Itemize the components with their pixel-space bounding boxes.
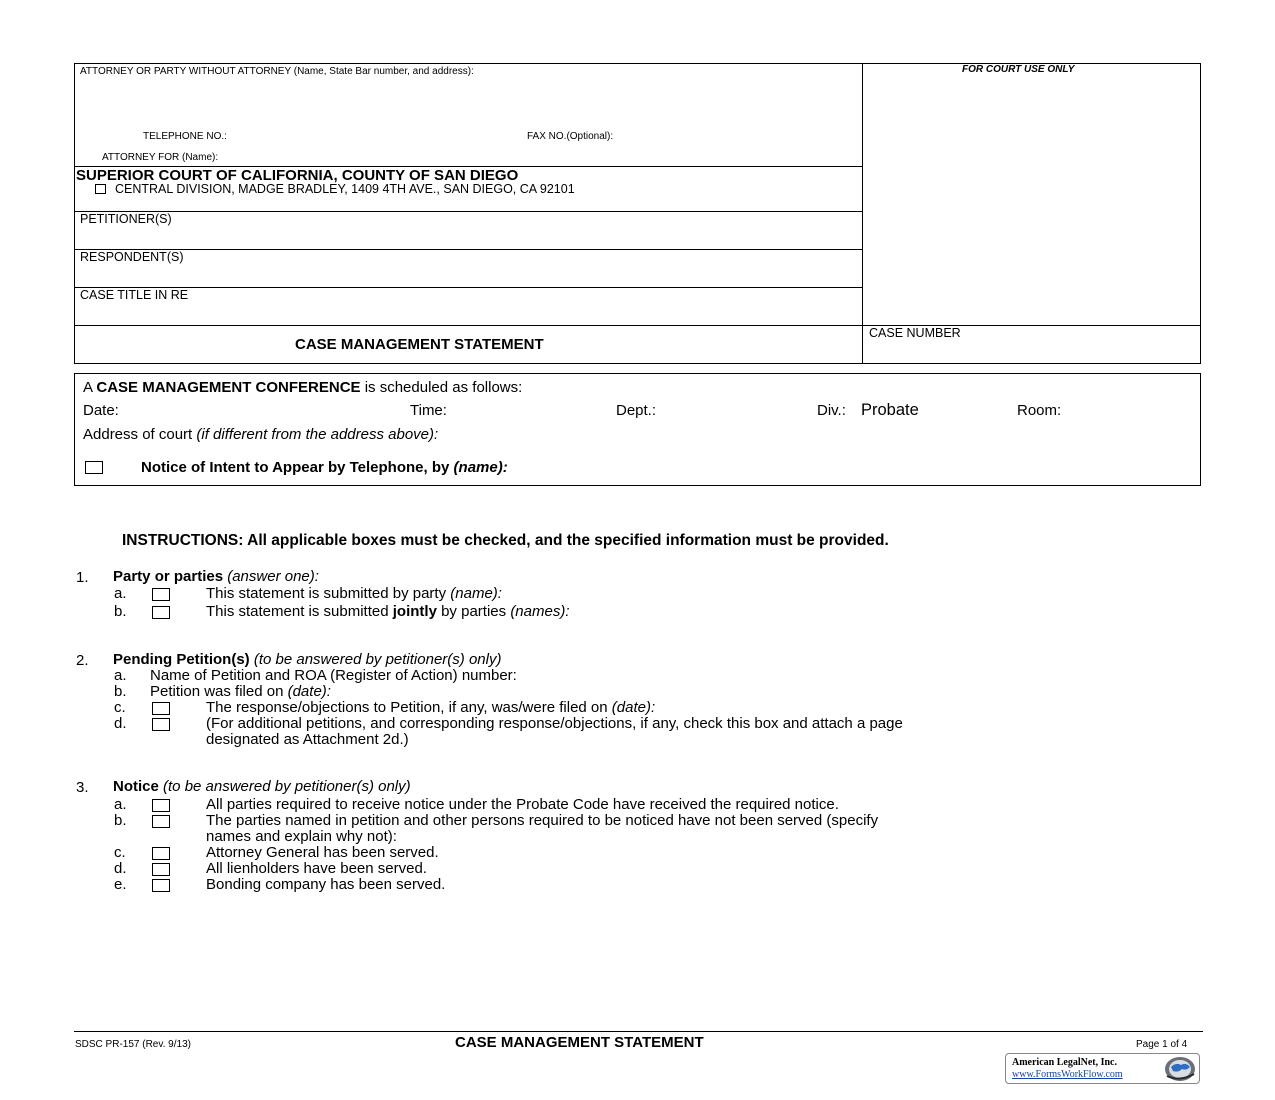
section2-heading [113, 652, 501, 668]
intro-rest: is scheduled as follows: [364, 379, 523, 396]
telephone-notice-name: (name): [453, 459, 508, 476]
s3c-text: Attorney General has been served. [206, 844, 439, 861]
form-title-divider [74, 325, 1201, 326]
s2c-text: The response/objections to Petition, if any, was/were filed on [206, 699, 608, 716]
s2a-text: Name of Petition and ROA (Register of Action) number: [150, 667, 517, 684]
section2-number: 2. [76, 652, 89, 669]
globe-icon [1163, 1056, 1197, 1082]
division-text: CENTRAL DIVISION, MADGE BRADLEY, 1409 4TH AVE., SAN DIEGO, CA 92101 [115, 182, 575, 196]
case-number-label: CASE NUMBER [869, 326, 961, 340]
s1a-note: (name): [450, 585, 502, 602]
s3d-letter: d. [114, 860, 127, 877]
fax-label: FAX NO.(Optional): [527, 131, 614, 142]
s3a-letter: a. [114, 796, 127, 813]
court-use-divider [862, 63, 863, 364]
s2c-note: (date): [611, 699, 656, 716]
s1b-line [206, 604, 570, 620]
section2-title: Pending Petition(s) [113, 651, 250, 668]
section2-note: (to be answered by petitioner(s) only) [253, 651, 502, 668]
american-legalnet-logo[interactable] [1005, 1053, 1200, 1084]
case-title-divider [74, 287, 863, 288]
s2b-note: (date): [287, 683, 331, 700]
s3b-text2: names and explain why not): [206, 828, 397, 845]
s2c-line [206, 700, 655, 716]
s3b-checkbox[interactable] [152, 815, 170, 828]
s2b-letter: b. [114, 683, 127, 700]
s3b-letter: b. [114, 812, 127, 829]
respondent-divider [74, 249, 863, 250]
time-label: Time: [410, 402, 447, 419]
s2b-line [150, 684, 331, 700]
s3c-letter: c. [114, 844, 126, 861]
attorney-for-label: ATTORNEY FOR (Name): [102, 152, 219, 163]
s1b-note: (names): [510, 603, 570, 620]
case-title-label: CASE TITLE IN RE [80, 288, 189, 302]
instructions: INSTRUCTIONS: All applicable boxes must be checked, and the specified information must be provided. [122, 532, 889, 549]
s3e-letter: e. [114, 876, 127, 893]
division-checkbox[interactable] [95, 184, 106, 194]
section1-note: (answer one): [227, 568, 319, 585]
form-title: CASE MANAGEMENT STATEMENT [295, 336, 544, 353]
attorney-label: ATTORNEY OR PARTY WITHOUT ATTORNEY (Name, State Bar number, and address): [80, 66, 474, 77]
s2d-text2: designated as Attachment 2d.) [206, 731, 409, 748]
petitioner-divider [74, 211, 863, 212]
footer-title: CASE MANAGEMENT STATEMENT [455, 1034, 704, 1051]
s2b-text: Petition was filed on [150, 683, 284, 700]
petitioners-label: PETITIONER(S) [80, 212, 172, 226]
div-label: Div.: [817, 402, 846, 419]
respondents-label: RESPONDENT(S) [80, 250, 184, 264]
court-use-label: FOR COURT USE ONLY [962, 64, 1075, 75]
section3-number: 3. [76, 779, 89, 796]
s1a-text: This statement is submitted by party [206, 585, 447, 602]
section3-title: Notice [113, 778, 159, 795]
footer-page: Page 1 of 4 [1136, 1039, 1188, 1050]
intro-a: A [83, 379, 93, 396]
caption-box [74, 63, 1201, 364]
intro-bold: CASE MANAGEMENT CONFERENCE [96, 379, 361, 396]
section1-title: Party or parties [113, 568, 224, 585]
logo-name: American LegalNet, Inc. [1012, 1057, 1117, 1068]
s2d-text1: (For additional petitions, and corresponding response/objections, if any, check this box and attach a page [206, 715, 903, 732]
s2c-letter: c. [114, 699, 126, 716]
date-label: Date: [83, 402, 119, 419]
div-value: Probate [861, 401, 919, 419]
s2c-checkbox[interactable] [152, 702, 170, 715]
court-name: SUPERIOR COURT OF CALIFORNIA, COUNTY OF SAN DIEGO [76, 167, 519, 184]
footer-form-code: SDSC PR-157 (Rev. 9/13) [75, 1039, 191, 1050]
s1b-checkbox[interactable] [152, 606, 170, 619]
section3-note: (to be answered by petitioner(s) only) [163, 778, 411, 795]
s2a-letter: a. [114, 667, 127, 684]
logo-url[interactable]: www.FormsWorkFlow.com [1012, 1069, 1123, 1080]
s3a-text: All parties required to receive notice under the Probate Code have received the required notice. [206, 796, 839, 813]
address-label: Address of court [83, 426, 193, 443]
conference-intro [83, 380, 522, 396]
telephone-notice [141, 460, 508, 476]
room-label: Room: [1017, 402, 1062, 419]
s3e-checkbox[interactable] [152, 879, 170, 892]
s3d-checkbox[interactable] [152, 863, 170, 876]
s2d-letter: d. [114, 715, 127, 732]
footer-rule [74, 1031, 1203, 1032]
s1a-line [206, 586, 502, 602]
s3e-text: Bonding company has been served. [206, 876, 446, 893]
s3a-checkbox[interactable] [152, 799, 170, 812]
s3d-text: All lienholders have been served. [206, 860, 427, 877]
s1b-bold: jointly [392, 603, 437, 620]
telephone-label: TELEPHONE NO.: [143, 131, 227, 142]
s1b-text1: This statement is submitted [206, 603, 389, 620]
telephone-notice-checkbox[interactable] [85, 461, 103, 474]
s1b-letter: b. [114, 603, 127, 620]
address-note: (if different from the address above): [196, 426, 439, 443]
s3c-checkbox[interactable] [152, 847, 170, 860]
dept-label: Dept.: [616, 402, 657, 419]
telephone-notice-text: Notice of Intent to Appear by Telephone, by [141, 459, 450, 476]
s1a-letter: a. [114, 585, 127, 602]
section1-heading [113, 569, 319, 585]
address-line [83, 427, 438, 443]
section1-number: 1. [76, 569, 89, 586]
section3-heading [113, 779, 411, 795]
s1b-text2: by parties [441, 603, 507, 620]
s2d-checkbox[interactable] [152, 718, 170, 731]
s3b-text1: The parties named in petition and other persons required to be noticed have not been served (specify [206, 812, 879, 829]
s1a-checkbox[interactable] [152, 588, 170, 601]
